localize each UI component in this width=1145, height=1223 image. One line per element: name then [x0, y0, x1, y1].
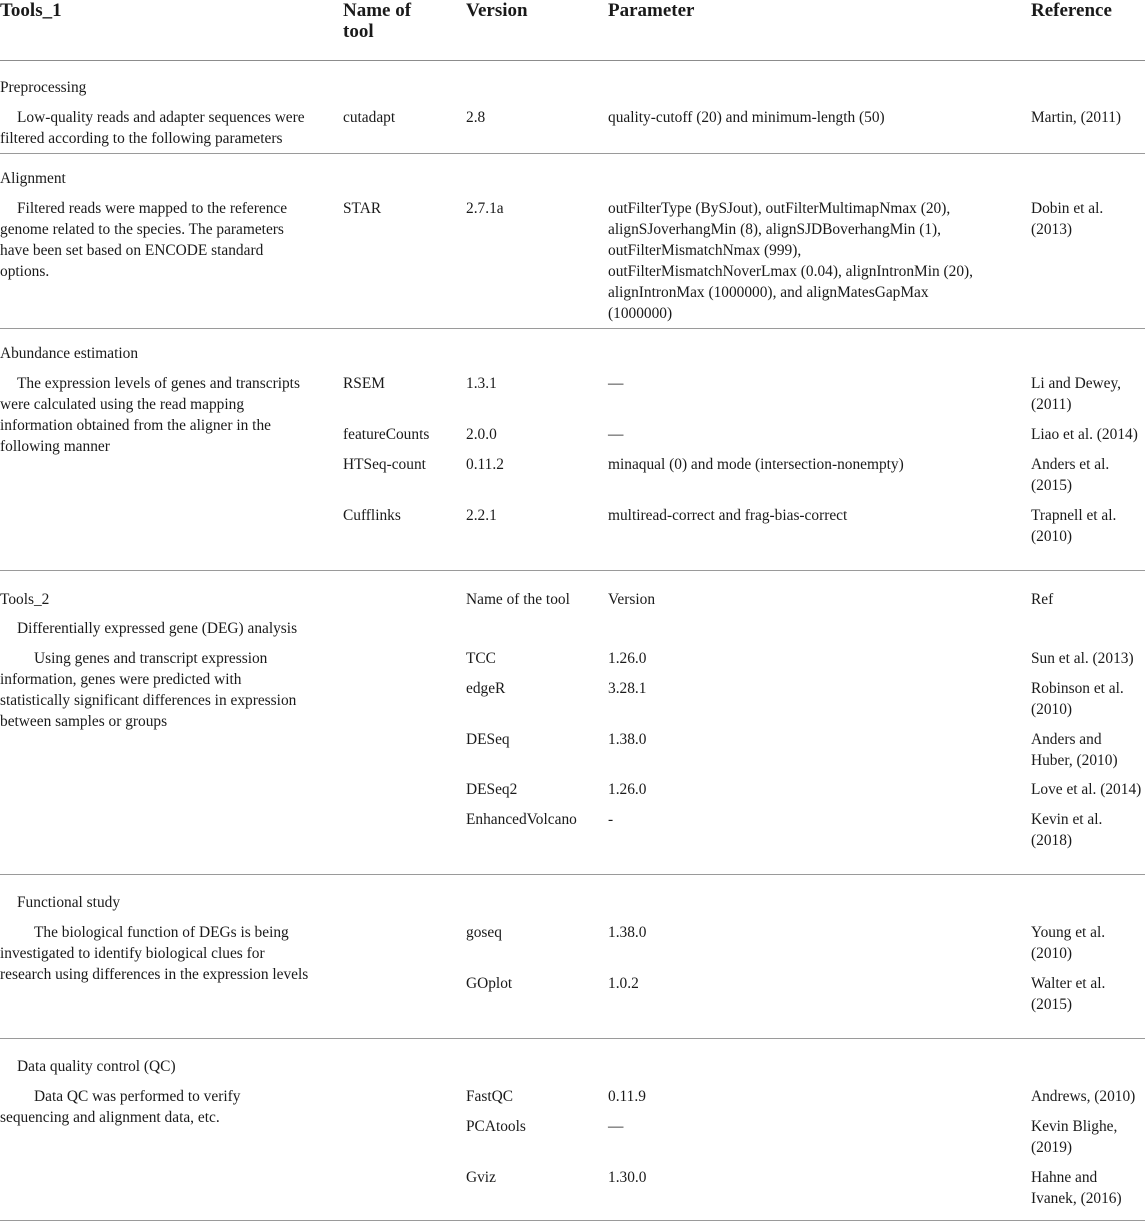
- tool-parameter-line: outFilterType (BySJout), outFilterMultimapNmax (20),: [608, 200, 951, 217]
- tool-reference-line: (2010): [1031, 945, 1073, 962]
- tool-version: 1.26.0: [608, 650, 647, 667]
- tool-reference-line: Kevin et al.: [1031, 811, 1103, 828]
- tool-name: PCAtools: [466, 1118, 526, 1135]
- tool-parameter-line: outFilterMismatchNmax (999),: [608, 242, 802, 259]
- tool-reference-line: (2011): [1031, 396, 1072, 413]
- tool-reference-line: Dobin et al.: [1031, 200, 1104, 217]
- deg-desc-3: statistically significant differences in expression: [0, 692, 297, 709]
- tool-version: 1.26.0: [608, 781, 647, 798]
- tool-parameter-line: alignIntronMax (1000000), and alignMatesGapMax: [608, 284, 929, 301]
- section-divider: [0, 874, 1145, 875]
- tool-reference-line: Huber, (2010): [1031, 752, 1118, 769]
- qc-desc-2: sequencing and alignment data, etc.: [0, 1109, 220, 1126]
- header-name-line2: tool: [343, 21, 374, 42]
- functional-desc-2: investigated to identify biological clues for: [0, 945, 265, 962]
- tool-name: GOplot: [466, 975, 513, 992]
- tool-reference-line: Anders and: [1031, 731, 1102, 748]
- section-title-deg: Differentially expressed gene (DEG) analysis: [17, 620, 298, 637]
- tool-parameter-line: (1000000): [608, 305, 673, 322]
- tool-name: HTSeq-count: [343, 456, 426, 473]
- section-divider: [0, 1038, 1145, 1039]
- functional-desc-3: research using differences in the expression levels: [0, 966, 309, 983]
- section-title-qc: Data quality control (QC): [17, 1058, 176, 1075]
- abundance-desc-2: were calculated using the read mapping: [0, 396, 245, 413]
- deg-desc-4: between samples or groups: [0, 713, 168, 730]
- tool-reference-line: Young et al.: [1031, 924, 1106, 941]
- tool-reference: Liao et al. (2014): [1031, 426, 1138, 443]
- tool-reference-line: (2015): [1031, 996, 1073, 1013]
- functional-desc-1: The biological function of DEGs is being: [34, 924, 289, 941]
- abundance-desc-3: information obtained from the aligner in the: [0, 417, 271, 434]
- tool-reference-line: Trapnell et al.: [1031, 507, 1117, 524]
- tool-version: 3.28.1: [608, 680, 647, 697]
- tool-reference: Love et al. (2014): [1031, 781, 1142, 798]
- tools-2-col-ref: Ref: [1031, 591, 1054, 608]
- tool-reference-line: Hahne and: [1031, 1169, 1098, 1186]
- header-name-line1: Name of: [343, 0, 412, 21]
- header-version: Version: [466, 0, 528, 21]
- tool-name: EnhancedVolcano: [466, 811, 577, 828]
- tool-name: Gviz: [466, 1169, 496, 1186]
- tool-reference-line: (2015): [1031, 477, 1073, 494]
- abundance-desc-1: The expression levels of genes and transcripts: [17, 375, 300, 392]
- tool-reference-line: Walter et al.: [1031, 975, 1106, 992]
- tool-reference: Andrews, (2010): [1031, 1088, 1136, 1105]
- tool-parameter: —: [608, 426, 624, 443]
- preprocessing-desc-1: Low-quality reads and adapter sequences were: [17, 109, 305, 126]
- qc-desc-1: Data QC was performed to verify: [34, 1088, 241, 1105]
- tools-2-col-version: Version: [608, 591, 656, 608]
- header-reference: Reference: [1031, 0, 1112, 21]
- tool-reference-line: Robinson et al.: [1031, 680, 1124, 697]
- tool-version: 1.0.2: [608, 975, 639, 992]
- alignment-desc-1: Filtered reads were mapped to the reference: [17, 200, 288, 217]
- tool-name: STAR: [343, 200, 382, 217]
- tool-name: Cufflinks: [343, 507, 401, 524]
- tool-reference-line: Li and Dewey,: [1031, 375, 1122, 392]
- tools-2-col-name: Name of the tool: [466, 591, 570, 608]
- section-divider: [0, 570, 1145, 571]
- tool-name: RSEM: [343, 375, 385, 392]
- tool-version: 2.7.1a: [466, 200, 504, 217]
- tools-2-title: Tools_2: [0, 591, 50, 608]
- header-parameter: Parameter: [608, 0, 695, 21]
- tool-parameter-line: outFilterMismatchNoverLmax (0.04), alignIntronMin (20),: [608, 263, 974, 280]
- tool-name: TCC: [466, 650, 496, 667]
- section-title-abundance: Abundance estimation: [0, 345, 139, 362]
- header-tools-1: Tools_1: [0, 0, 62, 21]
- tool-version: -: [608, 811, 614, 828]
- tool-parameter: quality-cutoff (20) and minimum-length (50): [608, 109, 885, 126]
- tool-version: 1.38.0: [608, 924, 647, 941]
- tool-parameter: minaqual (0) and mode (intersection-nonempty): [608, 456, 904, 473]
- tool-version: 2.0.0: [466, 426, 497, 443]
- tool-version: 0.11.2: [466, 456, 504, 473]
- tool-reference-line: Anders et al.: [1031, 456, 1110, 473]
- header-name-of-tool: [343, 0, 411, 42]
- tool-version: 1.38.0: [608, 731, 647, 748]
- deg-desc-1: Using genes and transcript expression: [34, 650, 268, 667]
- tool-reference-line: Kevin Blighe,: [1031, 1118, 1118, 1135]
- alignment-desc-4: options.: [0, 263, 50, 280]
- tool-version: 2.8: [466, 109, 486, 126]
- tool-parameter-line: alignSJoverhangMin (8), alignSJDBoverhangMin (1),: [608, 221, 941, 238]
- section-divider: [0, 153, 1145, 154]
- section-divider: [0, 328, 1145, 329]
- tool-version: 1.30.0: [608, 1169, 647, 1186]
- tool-reference-line: Ivanek, (2016): [1031, 1190, 1122, 1207]
- tool-reference-line: (2010): [1031, 701, 1073, 718]
- section-title-functional: Functional study: [17, 894, 121, 911]
- tool-name: featureCounts: [343, 426, 430, 443]
- table-bottom-rule: [0, 1220, 1145, 1221]
- tool-version: 0.11.9: [608, 1088, 646, 1105]
- tool-reference: Sun et al. (2013): [1031, 650, 1134, 667]
- section-title-preprocessing: Preprocessing: [0, 79, 87, 96]
- abundance-desc-4: following manner: [0, 438, 110, 455]
- tool-name: goseq: [466, 924, 502, 941]
- tool-reference: Martin, (2011): [1031, 109, 1122, 126]
- tool-reference-line: (2010): [1031, 528, 1073, 545]
- tool-reference-line: (2018): [1031, 832, 1073, 849]
- tool-name: DESeq2: [466, 781, 518, 798]
- tool-version: 1.3.1: [466, 375, 497, 392]
- alignment-desc-2: genome related to the species. The parameters: [0, 221, 284, 238]
- tool-parameter: multiread-correct and frag-bias-correct: [608, 507, 848, 524]
- tool-reference-line: (2019): [1031, 1139, 1073, 1156]
- tool-name: cutadapt: [343, 109, 396, 126]
- tool-version: 2.2.1: [466, 507, 497, 524]
- alignment-desc-3: have been set based on ENCODE standard: [0, 242, 264, 259]
- tool-parameter: —: [608, 375, 624, 392]
- deg-desc-2: information, genes were predicted with: [0, 671, 242, 688]
- header-rule: [0, 60, 1145, 61]
- tool-name: edgeR: [466, 680, 506, 697]
- preprocessing-desc-2: filtered according to the following parameters: [0, 130, 283, 147]
- tool-name: DESeq: [466, 731, 510, 748]
- tool-reference-line: (2013): [1031, 221, 1073, 238]
- section-title-alignment: Alignment: [0, 170, 66, 187]
- tool-name: FastQC: [466, 1088, 514, 1105]
- tool-version: —: [608, 1118, 624, 1135]
